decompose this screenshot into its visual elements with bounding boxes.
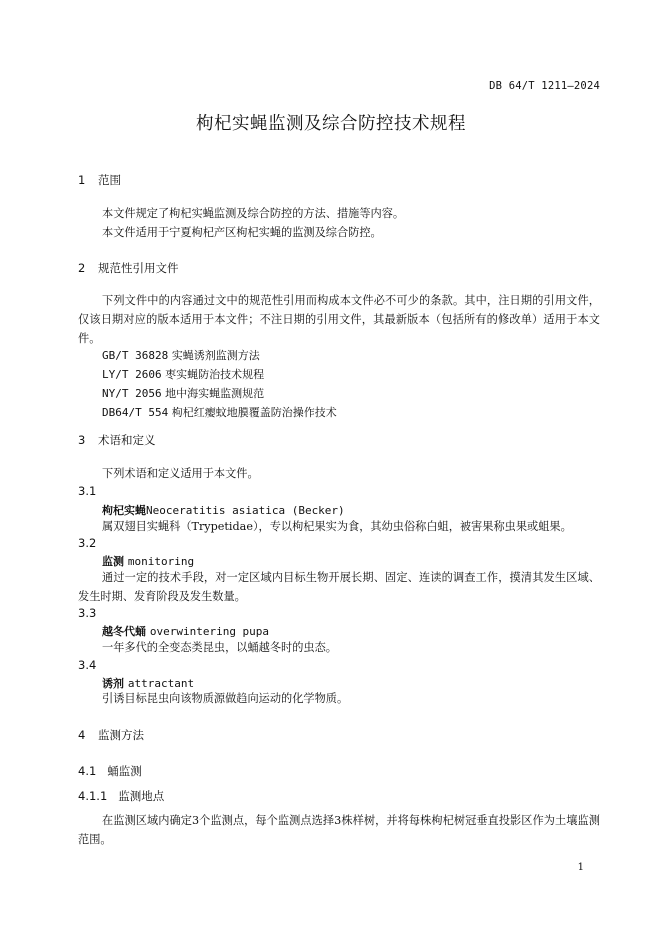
reference-title: 地中海实蝇监测规范: [165, 387, 265, 400]
term-zh: 监测: [102, 555, 124, 568]
paragraph: 本文件适用于宁夏枸杞产区枸杞实蝇的监测及综合防控。: [102, 226, 382, 239]
subsection-title: 监测地点: [118, 789, 165, 803]
document-title: 枸杞实蝇监测及综合防控技术规程: [196, 114, 466, 134]
section-2-heading: [78, 260, 179, 276]
section-number: 3: [78, 433, 86, 447]
section-title: 监测方法: [98, 728, 144, 742]
subsection-number: 4.1: [78, 764, 97, 778]
section-number: 4: [78, 728, 86, 742]
term-en: overwintering pupa: [149, 625, 270, 638]
term-number: 3.4: [78, 658, 97, 672]
reference-title: 枸杞红瘿蚊地膜覆盖防治操作技术: [171, 406, 337, 419]
section-number: 2: [78, 261, 86, 275]
reference-title: 实蝇诱剂监测方法: [171, 349, 260, 362]
term-number: 3.2: [78, 536, 97, 550]
section-4-heading: [78, 727, 144, 743]
term-zh: 诱剂: [102, 677, 124, 690]
term-number: 3.1: [78, 484, 97, 498]
subsection-heading: [78, 763, 142, 779]
term-heading: [102, 623, 269, 639]
section-1-heading: [78, 172, 121, 188]
term-definition: 一年多代的全变态类昆虫，以蛹越冬时的虫态。: [102, 641, 337, 654]
paragraph: 下列术语和定义适用于本文件。: [102, 467, 259, 480]
term-heading: [102, 553, 194, 569]
term-zh: 枸杞实蝇: [102, 504, 146, 517]
reference-item: [102, 404, 337, 420]
term-zh: 越冬代蛹: [102, 625, 146, 638]
reference-item: [102, 385, 264, 401]
term-definition: 属双翅目实蝇科（Trypetidae），专以枸杞果实为食，其幼虫俗称白蛆，被害果称虫果或蛆果。: [102, 520, 572, 533]
reference-code: GB/T 36828: [102, 349, 169, 362]
page-number: 1: [577, 862, 584, 873]
term-definition: 引诱目标昆虫向该物质源做趋向运动的化学物质。: [102, 692, 349, 705]
reference-code: DB64/T 554: [102, 406, 169, 419]
reference-title: 枣实蝇防治技术规程: [165, 368, 265, 381]
term-en: attractant: [127, 677, 195, 690]
document-code: DB 64/T 1211—2024: [489, 80, 600, 92]
term-heading: [102, 675, 194, 691]
subsection-title: 蛹监测: [107, 764, 142, 778]
term-heading: [102, 502, 345, 518]
section-title: 术语和定义: [98, 433, 156, 447]
term-en: Neoceratitis asiatica (Becker): [146, 504, 345, 517]
section-title: 范围: [98, 173, 121, 187]
term-en: monitoring: [127, 555, 195, 568]
section-title: 规范性引用文件: [98, 261, 179, 275]
paragraph: 本文件规定了枸杞实蝇监测及综合防控的方法、措施等内容。: [102, 207, 405, 220]
paragraph: 在监测区域内确定3个监测点，每个监测点选择3株样树，并将每株枸杞树冠垂直投影区作为土壤监测范围。: [78, 814, 600, 846]
reference-code: NY/T 2056: [102, 387, 162, 400]
section-number: 1: [78, 173, 86, 187]
reference-code: LY/T 2606: [102, 368, 162, 381]
reference-item: [102, 366, 264, 382]
subsection-number: 4.1.1: [78, 789, 108, 803]
term-definition: 通过一定的技术手段，对一定区域内目标生物开展长期、固定、连读的调查工作，摸清其发生区域、发生时期、发育阶段及发生数量。: [78, 571, 600, 603]
subsection-heading: [78, 788, 164, 804]
paragraph: 下列文件中的内容通过文中的规范性引用而构成本文件必不可少的条款。其中，注日期的引用文件，仅该日期对应的版本适用于本文件；不注日期的引用文件，其最新版本（包括所有的修改单）适用于本文件。: [78, 294, 600, 345]
reference-item: [102, 347, 260, 363]
section-3-heading: [78, 432, 156, 448]
term-number: 3.3: [78, 606, 97, 620]
